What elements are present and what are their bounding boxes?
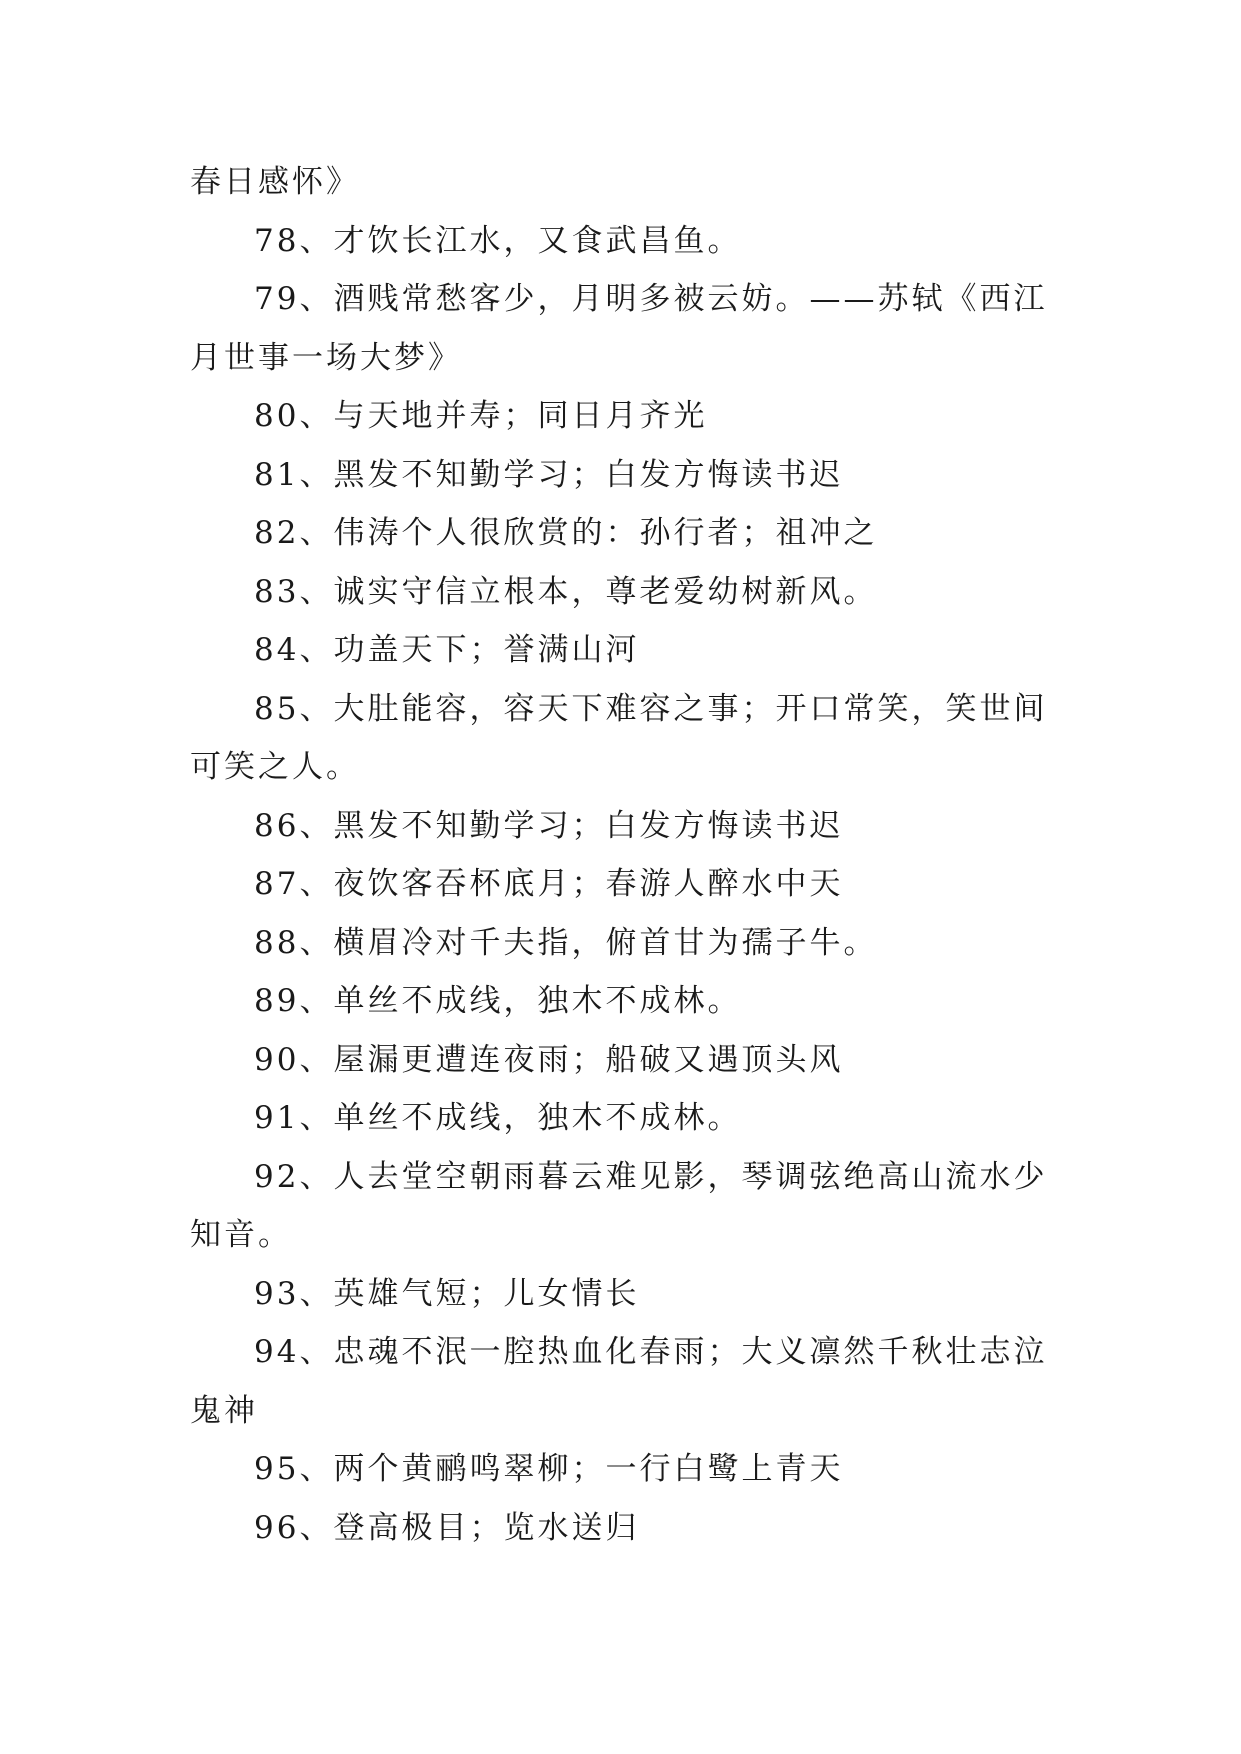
paragraph-85: 85、大肚能容，容天下难容之事；开口常笑，笑世间可笑之人。: [190, 690, 1048, 785]
document-body: [190, 153, 1070, 1557]
paragraph-94: 94、忠魂不泯一腔热血化春雨；大义凛然千秋壮志泣鬼神: [190, 1334, 1048, 1429]
paragraph-continuation: 春日感怀》: [190, 164, 360, 200]
paragraph-78: 78、才饮长江水，又食武昌鱼。: [254, 222, 742, 259]
paragraph-82: 82、伟涛个人很欣赏的：孙行者；祖冲之: [254, 515, 878, 551]
paragraph-92: 92、人去堂空朝雨暮云难见影，琴调弦绝高山流水少知音。: [190, 1158, 1048, 1253]
paragraph-93: 93、英雄气短；儿女情长: [254, 1275, 640, 1312]
paragraph-89: 89、单丝不成线，独木不成林。: [254, 983, 742, 1019]
paragraph-86: 86、黑发不知勤学习；白发方悔读书迟: [254, 807, 844, 844]
paragraph-81: 81、黑发不知勤学习；白发方悔读书迟: [254, 456, 844, 493]
paragraph-83: 83、诚实守信立根本，尊老爱幼树新风。: [254, 573, 878, 610]
paragraph-90: 90、屋漏更遭连夜雨；船破又遇顶头风: [254, 1041, 844, 1078]
paragraph-87: 87、夜饮客吞杯底月；春游人醉水中天: [254, 866, 844, 902]
paragraph-95: 95、两个黄鹂鸣翠柳；一行白鹭上青天: [254, 1451, 844, 1487]
paragraph-96: 96、登高极目；览水送归: [254, 1509, 640, 1546]
paragraph-88: 88、横眉冷对千夫指，俯首甘为孺子牛。: [254, 924, 878, 961]
paragraph-79: 79、酒贱常愁客少，月明多被云妨。——苏轼《西江月世事一场大梦》: [190, 281, 1048, 376]
paragraph-80: 80、与天地并寿；同日月齐光: [254, 398, 708, 434]
paragraph-91: 91、单丝不成线，独木不成林。: [254, 1100, 742, 1136]
paragraph-84: 84、功盖天下；誉满山河: [254, 632, 640, 668]
